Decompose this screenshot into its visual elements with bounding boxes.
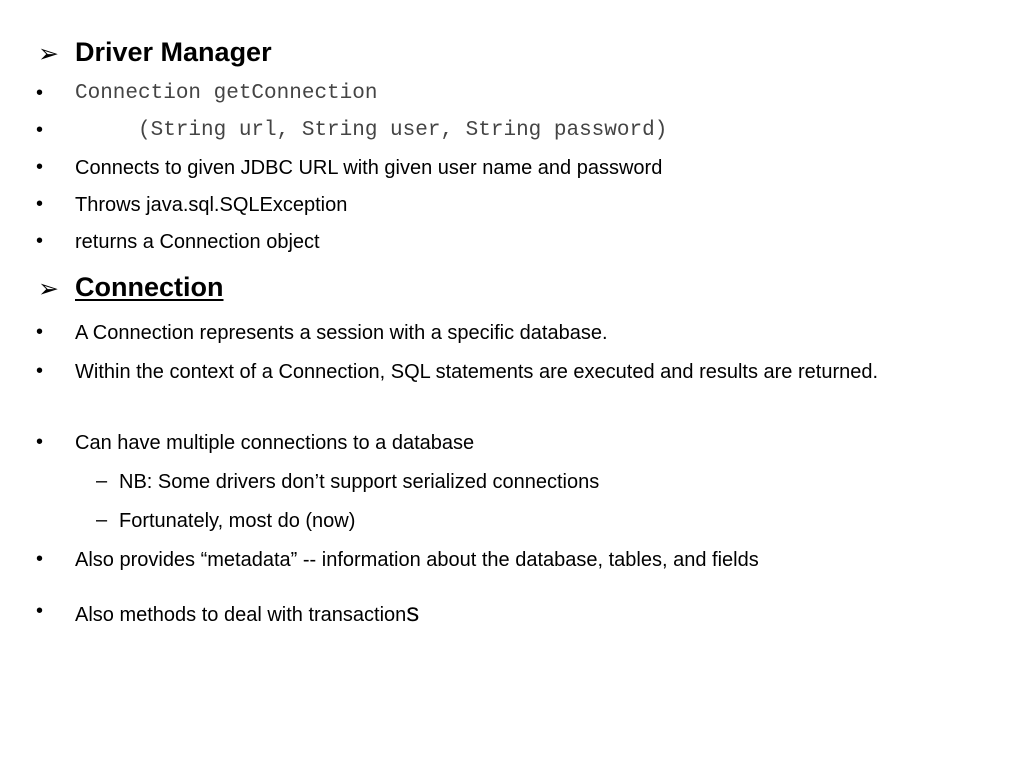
list-item-text: Within the context of a Connection, SQL statements are executed and results are returned. [75, 361, 879, 383]
bullet-dot-icon: • [36, 600, 44, 622]
bullet-dot-icon: • [36, 230, 44, 252]
bullet-dot-icon: • [36, 156, 44, 178]
bullet-dot-icon: • [36, 431, 44, 453]
list-item-text: Connection getConnection [75, 82, 378, 105]
list-item-text: Throws java.sql.SQLException [75, 194, 348, 216]
bullet-dot-icon: • [36, 548, 44, 570]
list-item-text: A Connection represents a session with a specific database. [75, 322, 608, 344]
list-item-text-main: Also methods to deal with transaction [75, 604, 407, 626]
heading-text: Connection [75, 272, 224, 302]
list-item-text: Also provides “metadata” -- information about the database, tables, and fields [75, 549, 759, 571]
dash-bullet-icon: – [96, 470, 108, 492]
list-item-text: Can have multiple connections to a database [75, 432, 475, 454]
bullet-dot-icon: • [36, 119, 44, 141]
list-item-text: returns a Connection object [75, 231, 320, 253]
list-item-text [75, 598, 419, 629]
bullet-dot-icon: • [36, 360, 44, 382]
bullet-dot-icon: • [36, 321, 44, 343]
bullet-dot-icon: • [36, 82, 44, 104]
list-item-text: (String url, String user, String password) [75, 119, 668, 142]
sub-list-item-text: Fortunately, most do (now) [119, 510, 356, 532]
list-item-text: Connects to given JDBC URL with given user name and password [75, 157, 663, 179]
dash-bullet-icon: – [96, 509, 108, 531]
heading-text: Driver Manager [75, 37, 272, 67]
arrow-bullet-icon: ➢ [38, 275, 59, 303]
bullet-dot-icon: • [36, 193, 44, 215]
sub-list-item-text: NB: Some drivers don’t support serialized connections [119, 471, 600, 493]
arrow-bullet-icon: ➢ [38, 40, 59, 68]
list-item-text-suffix: s [406, 597, 420, 627]
